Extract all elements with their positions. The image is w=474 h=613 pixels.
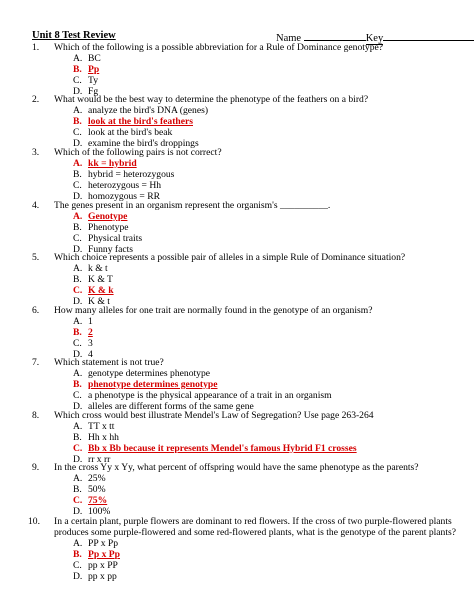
question-text: In the cross Yy x Yy, what percent of offspring would have the same phenotype as the parents? xyxy=(54,462,419,473)
key-label: Key xyxy=(365,33,384,44)
option-letter: B. xyxy=(73,63,82,75)
option-letter: D. xyxy=(73,505,83,517)
option-text: TT x tt xyxy=(88,420,115,432)
option-text: K & k xyxy=(88,284,114,296)
option-letter: C. xyxy=(73,337,82,349)
option-text: pp x pp xyxy=(88,570,117,582)
option-letter: C. xyxy=(73,232,82,244)
option-letter: C. xyxy=(73,389,82,401)
question-text: Which statement is not true? xyxy=(54,357,164,368)
option-letter: C. xyxy=(73,442,83,454)
question-number: 6. xyxy=(32,305,40,316)
option-text: Bb x Bb because it represents Mendel's famous Hybrid F1 crosses xyxy=(88,442,357,454)
option-text: examine the bird's droppings xyxy=(88,137,199,149)
option-letter: D. xyxy=(73,137,83,149)
option-text: kk = hybrid xyxy=(88,157,137,169)
question-number: 9. xyxy=(32,462,40,473)
question-text: Which cross would best illustrate Mendel's Law of Segregation? Use page 263-264 xyxy=(54,410,374,421)
option-letter: B. xyxy=(73,548,82,560)
option-letter: D. xyxy=(73,348,83,360)
option-letter: C. xyxy=(73,494,83,506)
question-text: Which of the following pairs is not correct? xyxy=(54,147,222,158)
option-text: Ty xyxy=(88,74,98,86)
option-letter: C. xyxy=(73,74,82,86)
question-number: 3. xyxy=(32,147,40,158)
name-label: Name xyxy=(276,33,302,44)
option-letter: C. xyxy=(73,126,82,138)
question-number: 7. xyxy=(32,357,40,368)
option-text: 25% xyxy=(88,472,106,484)
question-number: 4. xyxy=(32,200,40,211)
option-text: Genotype xyxy=(88,210,128,222)
question-number: 1. xyxy=(32,42,40,53)
option-text: PP x Pp xyxy=(88,537,119,549)
option-letter: C. xyxy=(73,179,82,191)
option-letter: D. xyxy=(73,190,83,202)
option-letter: A. xyxy=(73,315,83,327)
option-text: Hh x hh xyxy=(88,431,119,443)
option-text: pp x PP xyxy=(88,559,118,571)
option-text: K & T xyxy=(88,273,113,285)
option-text: Physical traits xyxy=(88,232,143,244)
option-letter: B. xyxy=(73,378,82,390)
option-letter: A. xyxy=(73,420,83,432)
key-blank xyxy=(383,30,474,41)
option-letter: A. xyxy=(73,52,83,64)
option-letter: C. xyxy=(73,559,82,571)
option-text: Funny facts xyxy=(88,243,134,255)
option-letter: C. xyxy=(73,284,83,296)
option-text: 4 xyxy=(88,348,93,360)
option-letter: B. xyxy=(73,431,82,443)
option-text: homozygous = RR xyxy=(88,190,161,202)
option-text: 1 xyxy=(88,315,93,327)
option-letter: D. xyxy=(73,85,83,97)
option-text: 50% xyxy=(88,483,106,495)
question-text: In a certain plant, purple flowers are dominant to red flowers. If the cross of two purple-flowered plants produces some purple-flowered and some red-flowered plants, what is the genotype of the parent plants? xyxy=(54,516,457,538)
question-text: What would be the best way to determine the phenotype of the feathers on a bird? xyxy=(54,94,369,105)
option-text: K & t xyxy=(88,295,110,307)
option-letter: B. xyxy=(73,483,82,495)
name-blank xyxy=(304,30,366,41)
option-text: look at the bird's beak xyxy=(88,126,173,138)
option-letter: B. xyxy=(73,168,82,180)
question-number: 2. xyxy=(32,94,40,105)
option-letter: A. xyxy=(73,472,83,484)
option-letter: A. xyxy=(73,210,83,222)
option-letter: A. xyxy=(73,157,83,169)
option-letter: B. xyxy=(73,221,82,233)
option-text: 3 xyxy=(88,337,93,349)
option-text: look at the bird's feathers xyxy=(88,115,193,127)
option-text: k & t xyxy=(88,262,108,274)
question-text: Which of the following is a possible abbreviation for a Rule of Dominance genotype? xyxy=(54,42,384,53)
page-title: Unit 8 Test Review xyxy=(32,30,116,41)
option-text: analyze the bird's DNA (genes) xyxy=(88,104,209,116)
option-letter: D. xyxy=(73,570,83,582)
question-number: 10. xyxy=(28,516,40,527)
option-text: BC xyxy=(88,52,101,64)
option-text: rr x rr xyxy=(88,453,111,465)
option-text: 75% xyxy=(88,494,108,506)
option-text: genotype determines phenotype xyxy=(88,367,211,379)
option-letter: D. xyxy=(73,295,83,307)
option-text: Pp xyxy=(88,63,100,75)
option-text: hybrid = heterozygous xyxy=(88,168,175,180)
question-text: How many alleles for one trait are normally found in the genotype of an organism? xyxy=(54,305,373,316)
question-text: Which choice represents a possible pair of alleles in a simple Rule of Dominance situation? xyxy=(54,252,406,263)
option-text: Fg xyxy=(88,85,99,97)
option-text: a phenotype is the physical appearance of a trait in an organism xyxy=(88,389,332,401)
option-text: 2 xyxy=(88,326,93,338)
option-letter: D. xyxy=(73,453,83,465)
option-text: 100% xyxy=(88,505,111,517)
option-text: phenotype determines genotype xyxy=(88,378,218,390)
question-number: 8. xyxy=(32,410,40,421)
option-letter: D. xyxy=(73,400,83,412)
option-text: alleles are different forms of the same gene xyxy=(88,400,254,412)
option-letter: A. xyxy=(73,367,83,379)
question-text: The genes present in an organism represent the organism's __________. xyxy=(54,200,331,211)
option-letter: B. xyxy=(73,115,82,127)
option-text: Pp x Pp xyxy=(88,548,120,560)
option-letter: A. xyxy=(73,104,83,116)
option-letter: D. xyxy=(73,243,83,255)
question-number: 5. xyxy=(32,252,40,263)
option-letter: B. xyxy=(73,326,82,338)
option-letter: A. xyxy=(73,262,83,274)
option-text: heterozygous = Hh xyxy=(88,179,162,191)
option-letter: B. xyxy=(73,273,82,285)
option-text: Phenotype xyxy=(88,221,129,233)
option-letter: A. xyxy=(73,537,83,549)
